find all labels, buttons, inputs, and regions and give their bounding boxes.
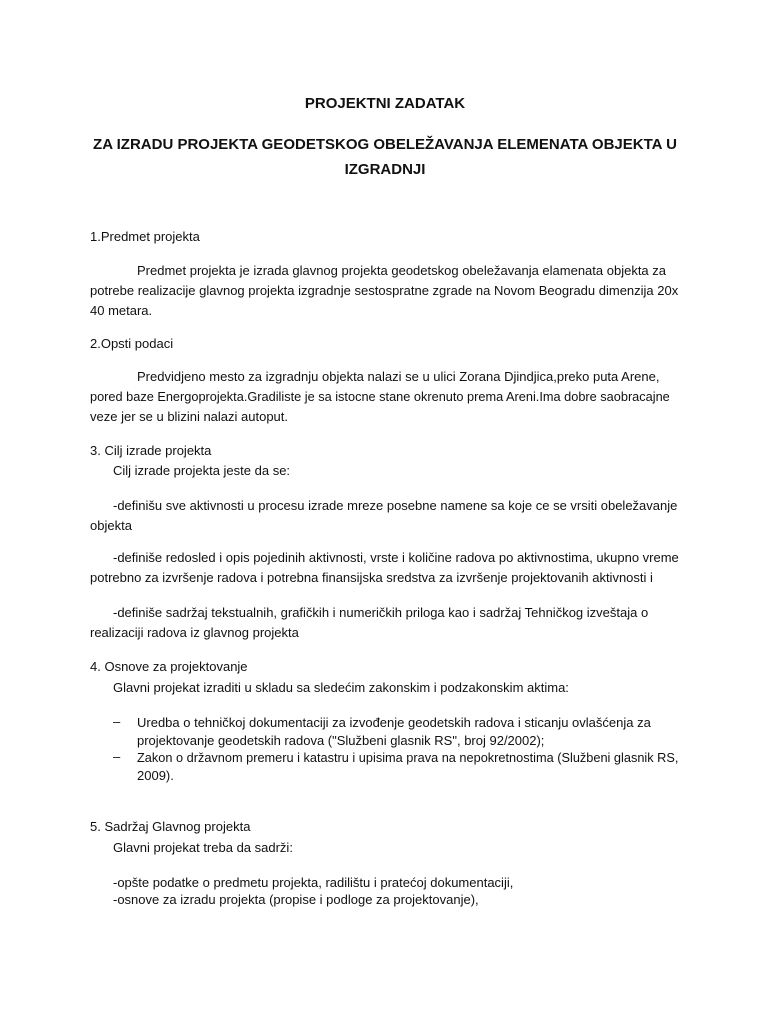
paragraph-line: veze jer se u blizini nalazi autoput. (90, 409, 289, 424)
paragraph-line: Predmet projekta je izrada glavnog projekta geodetskog obeležavanja elamenata objekta za (137, 263, 667, 278)
list-dash: – (113, 749, 121, 764)
paragraph-line: Predvidjeno mesto za izgradnju objekta nalazi se u ulici Zorana Djindjica,preko puta Arene, (137, 369, 660, 384)
document-subtitle-line2: IZGRADNJI (344, 161, 426, 178)
document-title: PROJEKTNI ZADATAK (304, 95, 466, 112)
section-heading: 5. Sadržaj Glavnog projekta (90, 819, 251, 834)
paragraph-line: -osnove za izradu projekta (propise i podloge za projektovanje), (113, 892, 479, 907)
paragraph-line: -definiše redosled i opis pojedinih aktivnosti, vrste i količine radova po aktivnostima, ukupno vreme (113, 550, 679, 565)
list-item-line: 2009). (137, 768, 174, 783)
paragraph-line: Cilj izrade projekta jeste da se: (113, 463, 291, 478)
paragraph-line: -opšte podatke o predmetu projekta, radilištu i pratećoj dokumentaciji, (113, 875, 514, 890)
paragraph-line: pored baze Energoprojekta.Gradiliste je sa istocne stane okrenuto prema Areni.Ima dobre saobracajne (90, 389, 670, 404)
document-subtitle-line1: ZA IZRADU PROJEKTA GEODETSKOG OBELEŽAVANJA ELEMENATA OBJEKTA U (93, 136, 677, 153)
list-dash: – (113, 714, 121, 729)
section-heading: 4. Osnove za projektovanje (90, 659, 248, 674)
section-heading: 3. Cilj izrade projekta (90, 443, 212, 458)
list-item-line: Zakon o državnom premeru i katastru i upisima prava na nepokretnostima (Službeni glasnik RS, (137, 750, 679, 765)
paragraph-line: 40 metara. (90, 303, 153, 318)
paragraph-line: -definišu sve aktivnosti u procesu izrade mreze posebne namene sa koje ce se vrsiti obeležavanje (113, 498, 678, 513)
paragraph-line: potrebno za izvršenje radova i potrebna finansijska sredstva za izvršenje projektovanih aktivnosti i (90, 570, 653, 585)
list-item-line: Uredba o tehničkoj dokumentaciji za izvođenje geodetskih radova i sticanju ovlašćenja za (137, 715, 651, 730)
list-item-line: projektovanje geodetskih radova ("Službeni glasnik RS", broj 92/2002); (137, 733, 545, 748)
paragraph-line: Glavni projekat izraditi u skladu sa sledećim zakonskim i podzakonskim aktima: (113, 680, 569, 695)
paragraph-line: objekta (90, 518, 132, 533)
section-heading: 1.Predmet projekta (90, 229, 200, 244)
paragraph-line: realizaciji radova iz glavnog projekta (90, 625, 299, 640)
paragraph-line: Glavni projekat treba da sadrži: (113, 840, 293, 855)
section-heading: 2.Opsti podaci (90, 336, 174, 351)
paragraph-line: -definiše sadržaj tekstualnih, grafičkih i numeričkih priloga kao i sadržaj Tehničkog izveštaja o (113, 605, 649, 620)
paragraph-line: potrebe realizacije glavnog projekta izgradnje sestospratne zgrade na Novom Beogradu dimenzija 20x (90, 283, 679, 298)
